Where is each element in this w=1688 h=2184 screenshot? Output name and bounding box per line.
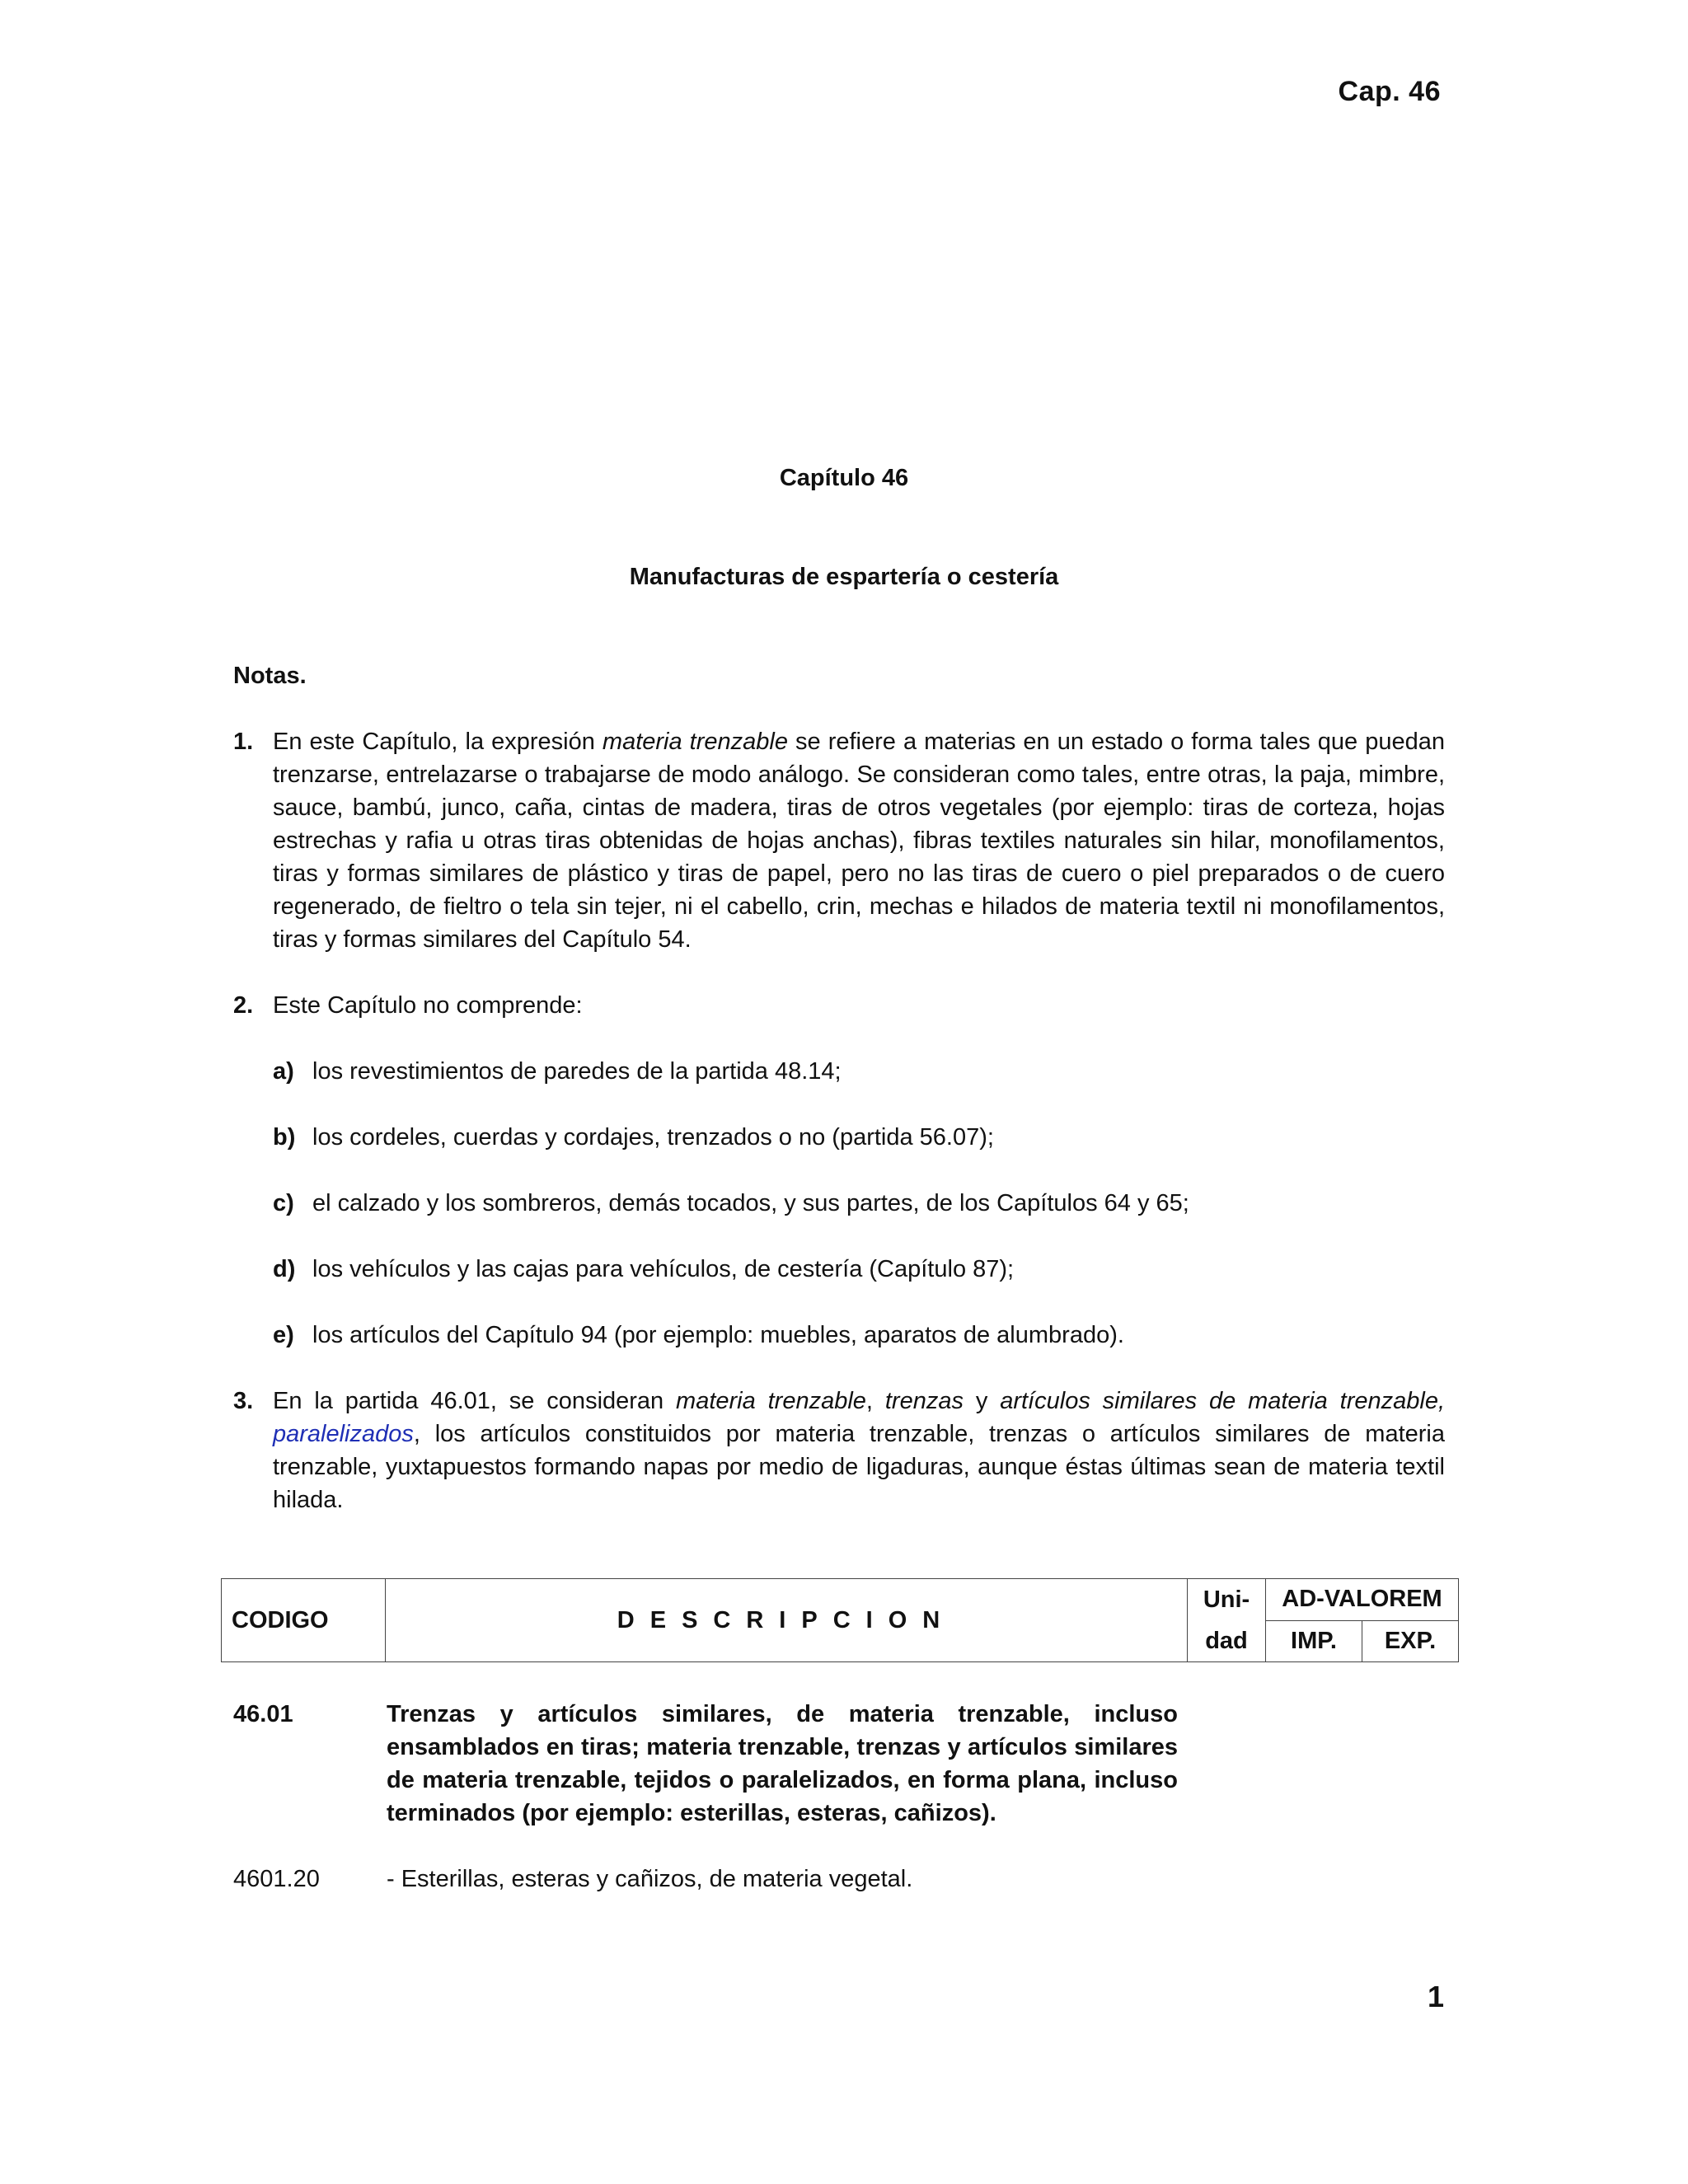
list-item — [273, 1319, 1445, 1352]
tariff-heading-row — [233, 1698, 1445, 1830]
item-text: el calzado y los sombreros, demás tocados, y sus partes, de los Capítulos 64 y 65; — [312, 1190, 1189, 1216]
note-text: En la partida 46.01, se consideran — [273, 1388, 677, 1414]
tariff-code: 4601.20 — [233, 1866, 320, 1892]
header-unit-top: Uni- — [1188, 1579, 1266, 1621]
chapter-reference: Cap. 46 — [1338, 76, 1441, 107]
chapter-subtitle: Manufacturas de espartería o cestería — [629, 564, 1059, 590]
item-letter: c) — [273, 1190, 294, 1216]
paralelizados-link[interactable]: paralelizados — [273, 1421, 414, 1447]
exclusions-list — [273, 1055, 1445, 1352]
note-italic-term: artículos similares de materia trenzable, — [1000, 1388, 1446, 1414]
tariff-description: - Esterillas, esteras y cañizos, de materia vegetal. — [387, 1866, 913, 1892]
header-unit-bottom: dad — [1188, 1620, 1266, 1662]
note-2 — [233, 989, 1445, 1352]
tariff-code: 46.01 — [233, 1701, 293, 1727]
note-3 — [233, 1385, 1445, 1516]
note-italic-term: materia trenzable — [602, 729, 788, 755]
notes-heading: Notas. — [233, 663, 307, 689]
item-letter: e) — [273, 1322, 294, 1348]
note-text: En este Capítulo, la expresión — [273, 729, 603, 755]
item-letter: a) — [273, 1058, 294, 1085]
note-number: 2. — [233, 992, 254, 1019]
list-item — [273, 1187, 1445, 1220]
page-number: 1 — [1427, 1980, 1444, 2013]
header-code: CODIGO — [222, 1579, 386, 1662]
list-item — [273, 1055, 1445, 1088]
note-1 — [233, 725, 1445, 956]
header-advalorem: AD-VALOREM — [1266, 1579, 1459, 1621]
note-number: 3. — [233, 1388, 254, 1414]
list-item — [273, 1253, 1445, 1286]
header-imp: IMP. — [1266, 1620, 1362, 1662]
header-description: DESCRIPCION — [386, 1579, 1188, 1662]
item-text: los cordeles, cuerdas y cordajes, trenzados o no (partida 56.07); — [312, 1124, 994, 1151]
note-text: se refiere a materias en un estado o forma tales que puedan trenzarse, entrelazarse o trabajarse de modo análogo. Se consideran como tales, entre otras, la paja, mimbre, sauce, bambú, junco, caña, cintas de madera, tiras de otros vegetales (por ejemplo: tiras de corteza, hojas estrechas y rafia u otras tiras obtenidas de hojas anchas), fibras textiles naturales sin hilar, monofilamentos, tiras y formas similares de plástico y tiras de papel, pero no las tiras de cuero o piel preparados o de cuero regenerado, de fieltro o tela sin tejer, ni el cabello, crin, mechas e hilados de materia textil ni monofilamentos, tiras y formas similares del Capítulo 54. — [273, 729, 1445, 953]
item-text: los artículos del Capítulo 94 (por ejemplo: muebles, aparatos de alumbrado). — [312, 1322, 1124, 1348]
tariff-entries — [233, 1698, 1445, 1929]
note-text: Este Capítulo no comprende: — [273, 992, 583, 1019]
notes-section — [233, 725, 1445, 1549]
list-item — [273, 1121, 1445, 1154]
tariff-subheading-row — [233, 1863, 1445, 1896]
item-letter: d) — [273, 1256, 296, 1282]
item-letter: b) — [273, 1124, 296, 1151]
item-text: los revestimientos de paredes de la partida 48.14; — [312, 1058, 842, 1085]
chapter-title: Capítulo 46 — [779, 465, 909, 491]
tariff-description: Trenzas y artículos similares, de materia trenzable, incluso ensamblados en tiras; materia trenzable, trenzas y artículos similares de materia trenzable, tejidos o paralelizados, en forma plana, incluso terminados (por ejemplo: esterillas, esteras, cañizos). — [387, 1701, 1178, 1826]
note-text: , los artículos constituidos por materia trenzable, trenzas o artículos similares de materia trenzable, yuxtapuestos formando napas por medio de ligaduras, aunque éstas últimas sean de materia textil hilada. — [273, 1421, 1445, 1513]
note-italic-term: trenzas — [884, 1388, 964, 1414]
item-text: los vehículos y las cajas para vehículos, de cestería (Capítulo 87); — [312, 1256, 1015, 1282]
note-number: 1. — [233, 729, 254, 755]
note-text: , — [865, 1388, 885, 1414]
note-text: y — [963, 1388, 1001, 1414]
note-italic-term: materia trenzable — [676, 1388, 866, 1414]
header-exp: EXP. — [1362, 1620, 1459, 1662]
column-header-table — [221, 1578, 1459, 1662]
